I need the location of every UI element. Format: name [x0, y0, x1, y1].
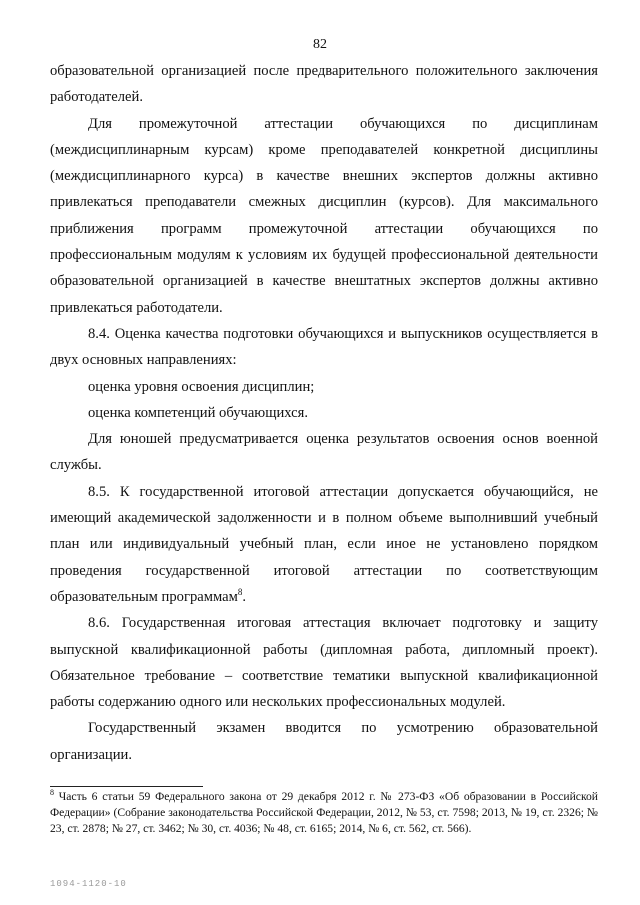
footnote-text: Часть 6 статьи 59 Федерального закона от 29 декабря 2012 г. № 273-ФЗ «Об образовании в Российской Федерации» (Собрание законодательства Российской Федерации, 2012, № 53, ст. 7598; 2013, № 19, ст. 2326; № 23, ст. 2878; № 27, ст. 3462; № 30, ст. 4036; № 48, ст. 6165; 2014, № 6, ст. 562, ст. 566). [50, 790, 598, 835]
paragraph-military: Для юношей предусматривается оценка результатов освоения основ военной службы. [50, 431, 598, 474]
list-item-competencies: оценка компетенций обучающихся. [88, 404, 308, 421]
footnote-mark: 8 [50, 788, 54, 798]
list-item-disciplines: оценка уровня освоения дисциплин; [88, 378, 315, 395]
footnote-divider [50, 786, 203, 787]
paragraph-8-5-text: 8.5. К государственной итоговой аттестации допускается обучающийся, не имеющий академической задолженности и в полном объеме выполнивший учебный план или индивидуальный учебный план, если иное не установлено порядком проведения государственной итоговой аттестации по соответствующим образовательным программам [50, 483, 598, 605]
footnote [50, 789, 598, 837]
paragraph-8-5-end: . [242, 588, 246, 605]
document-stamp: 1094-1120-10 [50, 879, 127, 889]
document-body [50, 58, 598, 768]
footnote-reference: 8 [237, 587, 243, 598]
paragraph-8-4: 8.4. Оценка качества подготовки обучающихся и выпускников осуществляется в двух основных направлениях: [50, 325, 598, 369]
paragraph-continuation: образовательной организацией после предварительного положительного заключения работодателей. [50, 63, 598, 106]
paragraph-intermediate-attestation: Для промежуточной аттестации обучающихся по дисциплинам (междисциплинарным курсам) кроме преподавателей конкретной дисциплины (междисциплинарного курса) в качестве внешних экспертов должны активно привлекаться преподаватели смежных дисциплин (курсов). Для максимального приближения программ промежуточной аттестации обучающихся по профессиональным модулям к условиям их будущей профессиональной деятельности образовательной организацией в качестве внештатных экспертов должны активно привлекаться работодатели. [50, 115, 598, 316]
paragraph-8-5 [50, 479, 598, 610]
paragraph-state-exam: Государственный экзамен вводится по усмотрению образовательной организации. [50, 720, 598, 763]
page-number: 82 [313, 37, 327, 52]
paragraph-8-6: 8.6. Государственная итоговая аттестация включает подготовку и защиту выпускной квалификационной работы (дипломная работа, дипломный проект). Обязательное требование – соответствие тематики выпускной квалификационной работы содержанию одного или нескольких профессиональных модулей. [50, 615, 598, 711]
